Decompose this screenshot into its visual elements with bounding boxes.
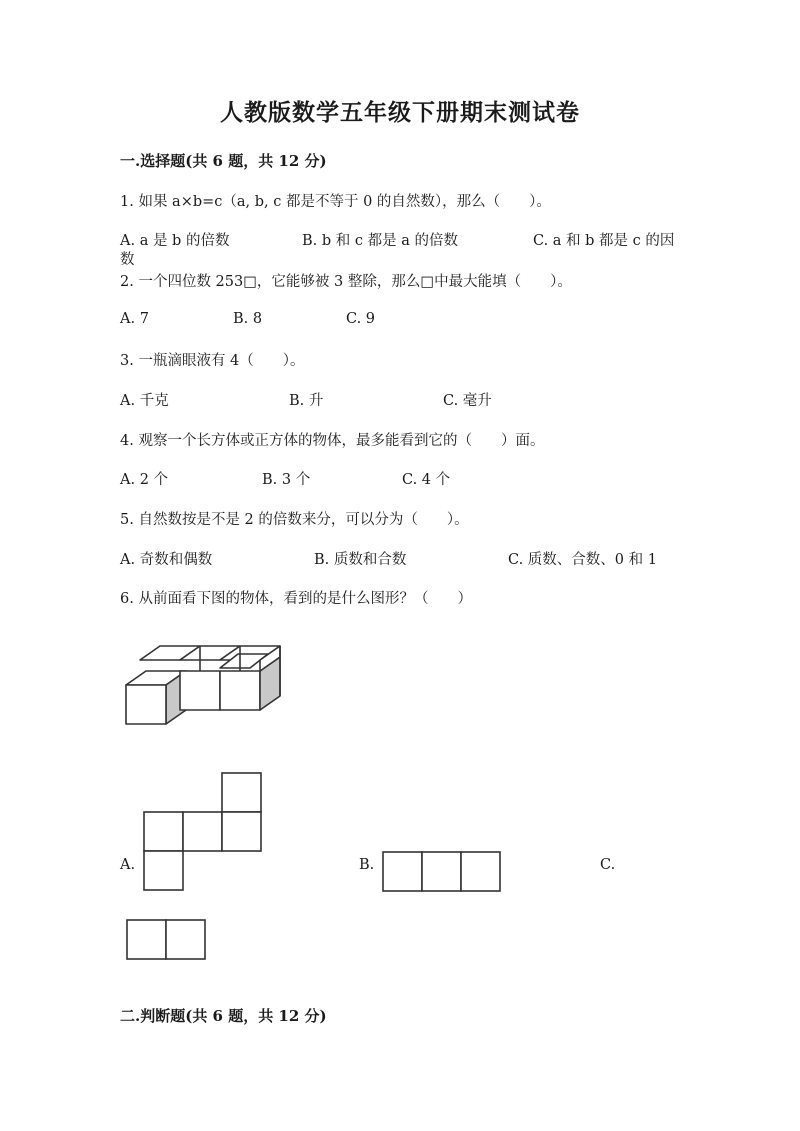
section-heading-judgement: 二.判断题(共 6 题，共 12 分): [120, 1007, 327, 1025]
question-3-option-c: C. 毫升: [443, 393, 492, 409]
question-2-option-a: A. 7: [120, 311, 149, 327]
question-1-option-c: C. a 和 b 都是 c 的因: [533, 233, 675, 249]
question-3-stem: 3. 一瓶滴眼液有 4（ ）。: [120, 353, 305, 369]
question-4-option-c: C. 4 个: [402, 472, 451, 488]
question-5-option-a: A. 奇数和偶数: [120, 552, 213, 568]
question-4-stem: 4. 观察一个长方体或正方体的物体，最多能看到它的（ ）面。: [120, 433, 545, 449]
question-2-option-c: C. 9: [346, 311, 376, 327]
question-1-option-b: B. b 和 c 都是 a 的倍数: [302, 233, 458, 249]
question-4-option-b: B. 3 个: [262, 472, 311, 488]
option-b-figure: [381, 850, 503, 894]
cube-figure: [120, 640, 295, 735]
question-1-option-c-wrap: 数: [120, 252, 135, 268]
section-heading-choice: 一.选择题(共 6 题，共 12 分): [120, 152, 327, 170]
question-1-stem: 1. 如果 a×b=c（a, b, c 都是不等于 0 的自然数），那么（ ）。: [120, 194, 551, 210]
option-a-figure: [142, 771, 264, 893]
question-5-option-b: B. 质数和合数: [314, 552, 407, 568]
question-5-stem: 5. 自然数按是不是 2 的倍数来分，可以分为（ ）。: [120, 512, 469, 528]
question-6-stem: 6. 从前面看下图的物体，看到的是什么图形？（ ）: [120, 591, 472, 607]
question-6-option-c: C.: [600, 857, 616, 873]
question-6-option-b: B.: [359, 857, 375, 873]
question-1-option-a: A. a 是 b 的倍数: [120, 233, 230, 249]
question-3-option-b: B. 升: [289, 393, 324, 409]
question-3-option-a: A. 千克: [120, 393, 169, 409]
question-5-option-c: C. 质数、合数、0 和 1: [508, 552, 657, 568]
question-6-option-a: A.: [120, 857, 136, 873]
option-c-figure: [125, 918, 209, 962]
question-4-option-a: A. 2 个: [120, 472, 169, 488]
question-2-option-b: B. 8: [233, 311, 263, 327]
page-title: 人教版数学五年级下册期末测试卷: [220, 99, 580, 126]
question-2-stem: 2. 一个四位数 253□，它能够被 3 整除，那么□中最大能填（ ）。: [120, 274, 572, 290]
